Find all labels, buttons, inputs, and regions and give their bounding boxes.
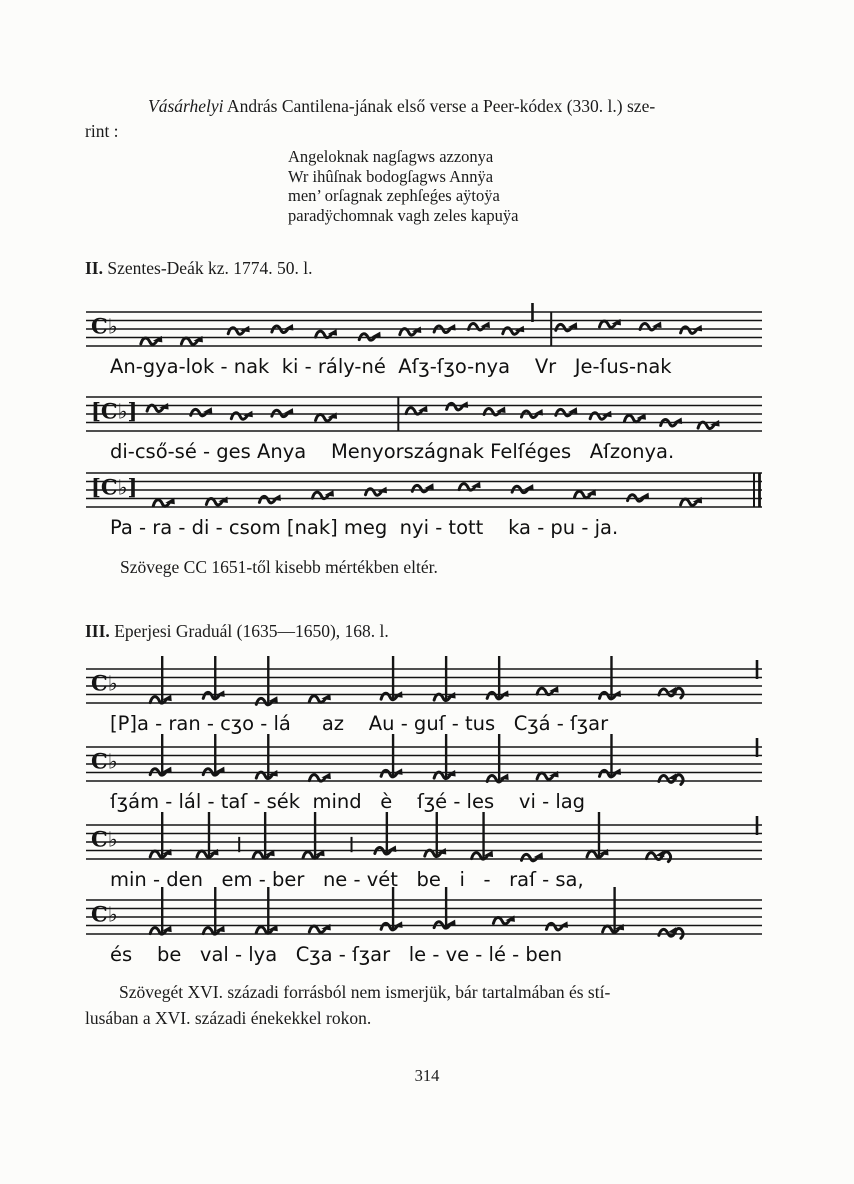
svg-text:[C♭]: [C♭] (91, 474, 138, 500)
section-ii-note: Szövege CC 1651-től kisebb mértékben eltér. (120, 557, 438, 577)
closing-line-1: Szövegét XVI. századi forrásból nem ismerjük, bár tartalmában és stí- (119, 982, 611, 1002)
staff-lyrics: An-gya-lok - nak ki - rály-né Aſʒ-ſʒo-nya Vr Je-ſus-nak (110, 355, 672, 378)
staff-svg (86, 381, 762, 439)
svg-text:C♭: C♭ (91, 826, 118, 852)
staff-lyrics: [P]a - ran - cʒo - lá az Au - guſ - tus Cʒá - ſʒar (110, 712, 609, 735)
verse-line: paradÿchomnak vagh zeles kapuÿa (288, 205, 519, 225)
staff-svg (86, 653, 762, 711)
svg-text:[C♭]: [C♭] (91, 398, 138, 424)
music-system-ii-2 (86, 381, 766, 463)
staff-svg (86, 296, 762, 354)
staff-svg (86, 457, 762, 515)
staff-lyrics: és be val - lya Cʒa - ſʒar le - ve - lé - ben (110, 943, 563, 966)
section-iii-heading (85, 621, 389, 642)
music-system-ii-1 (86, 296, 766, 378)
intro-line-1 (85, 94, 779, 119)
music-system-iii-2 (86, 731, 766, 813)
intro-paragraph (85, 94, 779, 144)
staff-svg (86, 884, 762, 942)
music-system-ii-3 (86, 457, 766, 539)
staff-lyrics: di-cső-sé - ges Anya Menyországnak Felſéges Aſzonya. (110, 440, 675, 463)
svg-text:C♭: C♭ (91, 670, 118, 696)
staff-svg (86, 731, 762, 789)
staff-lyrics: min - den em - ber ne - vét be i - raſ - sa, (110, 868, 584, 891)
section-ii-title: Szentes-Deák kz. 1774. 50. l. (103, 258, 313, 278)
staff-lyrics: ſʒám - lál - taſ - sék mind è ſʒé - les vi - lag (110, 790, 586, 813)
svg-text:C♭: C♭ (91, 901, 118, 927)
svg-text:C♭: C♭ (91, 313, 118, 339)
verse-line: men’ orſagnak zephſeǵes aÿtoÿa (288, 186, 500, 205)
closing-paragraph (85, 979, 781, 1031)
intro-lead-italic: Vásárhelyi (148, 96, 224, 116)
section-ii-numeral: II. (85, 258, 103, 278)
intro-line-2: rint : (85, 121, 119, 141)
closing-line-2: lusában a XVI. századi énekekkel rokon. (85, 1008, 372, 1028)
section-iii-numeral: III. (85, 621, 110, 641)
section-iii-title: Eperjesi Graduál (1635—1650), 168. l. (109, 621, 389, 641)
verse-line: Wr ihûſnak bodogſagws Annÿa (288, 166, 494, 186)
intro-line-1-rest: András Cantilena-jának első verse a Peer-kódex (330. l.) sze- (223, 96, 656, 116)
staff-svg (86, 809, 762, 867)
svg-text:C♭: C♭ (91, 748, 118, 774)
music-system-iii-4 (86, 884, 766, 966)
page-number: 314 (414, 1066, 440, 1085)
verse-line: Angeloknak nagſagws azzonya (288, 147, 494, 166)
section-ii-heading (85, 258, 312, 279)
music-system-iii-3 (86, 809, 766, 891)
staff-lyrics: Pa - ra - di - csom [nak] meg nyi - tott ka - pu - ja. (110, 516, 619, 539)
verse-block (288, 147, 518, 225)
music-system-iii-1 (86, 653, 766, 735)
